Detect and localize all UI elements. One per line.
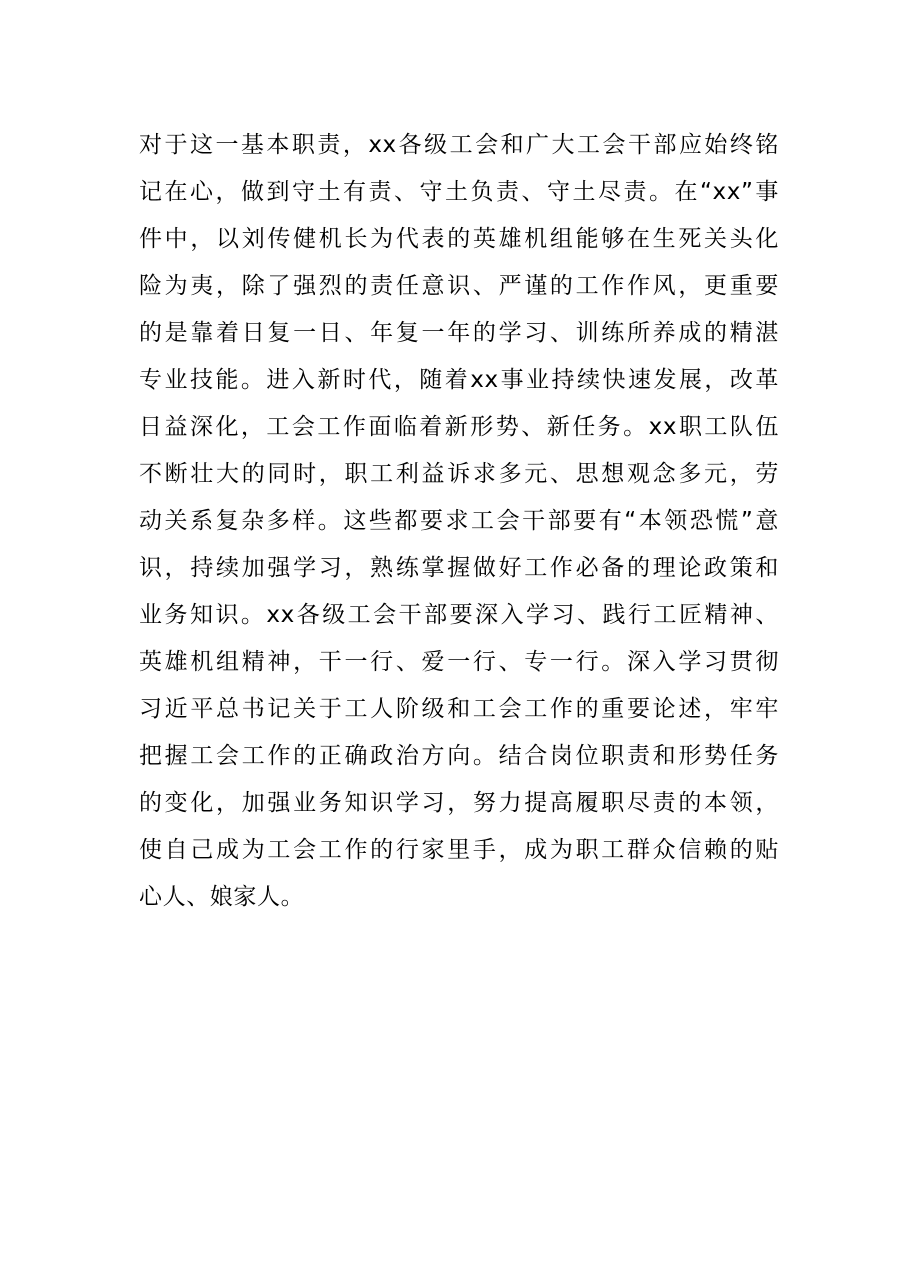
- paragraph-line: 使自己成为工会工作的行家里手，成为职工群众信赖的贴: [139, 837, 779, 863]
- body-paragraph: [139, 122, 779, 921]
- paragraph-line: 识，持续加强学习，熟练掌握做好工作必备的理论政策和: [139, 555, 779, 581]
- paragraph-line: 件中，以刘传健机长为代表的英雄机组能够在生死关头化: [139, 226, 779, 252]
- paragraph-line: 的是靠着日复一日、年复一年的学习、训练所养成的精湛: [139, 320, 779, 346]
- paragraph-line: 英雄机组精神，干一行、爱一行、专一行。深入学习贯彻: [139, 649, 779, 675]
- paragraph-line: 的变化，加强业务知识学习，努力提高履职尽责的本领，: [139, 790, 779, 816]
- paragraph-line: 不断壮大的同时，职工利益诉求多元、思想观念多元，劳: [139, 461, 779, 487]
- paragraph-line: 把握工会工作的正确政治方向。结合岗位职责和形势任务: [139, 743, 779, 769]
- paragraph-line: 日益深化，工会工作面临着新形势、新任务。xx职工队伍: [139, 414, 779, 440]
- paragraph-line: 专业技能。进入新时代，随着xx事业持续快速发展，改革: [139, 367, 779, 393]
- paragraph-line: 业务知识。xx各级工会干部要深入学习、践行工匠精神、: [139, 602, 779, 628]
- paragraph-line: 险为夷，除了强烈的责任意识、严谨的工作作风，更重要: [139, 273, 779, 299]
- paragraph-line: 记在心，做到守土有责、守土负责、守土尽责。在“xx”事: [139, 179, 779, 205]
- paragraph-line: 对于这一基本职责，xx各级工会和广大工会干部应始终铭: [139, 132, 779, 158]
- paragraph-line: 心人、娘家人。: [139, 884, 305, 910]
- paragraph-line: 习近平总书记关于工人阶级和工会工作的重要论述，牢牢: [139, 696, 779, 722]
- paragraph-line: 动关系复杂多样。这些都要求工会干部要有“本领恐慌”意: [139, 508, 779, 534]
